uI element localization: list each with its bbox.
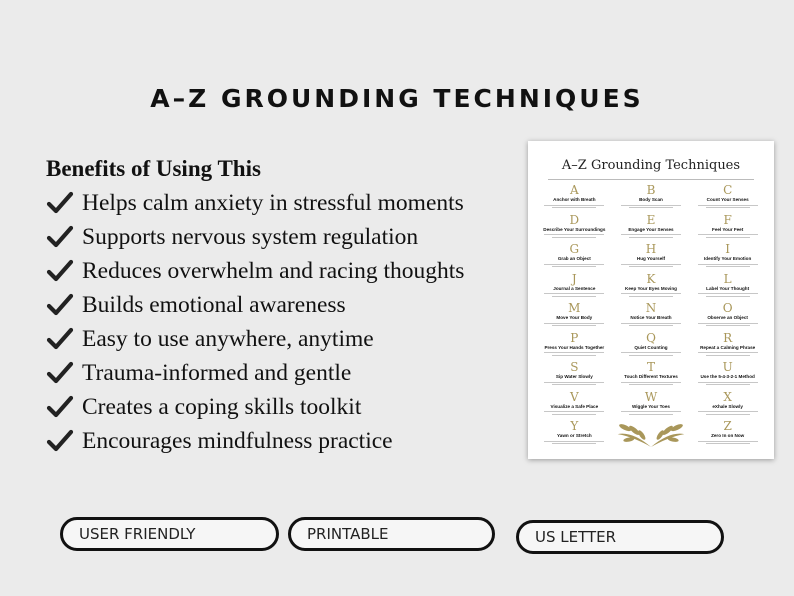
benefit-text: Easy to use anywhere, anytime <box>82 325 374 352</box>
description-line <box>698 441 758 442</box>
description-line <box>621 382 681 383</box>
description-line <box>552 266 596 267</box>
technique-letter: I <box>725 243 731 256</box>
description-line <box>552 237 596 238</box>
benefit-text: Encourages mindfulness practice <box>82 427 393 454</box>
technique-cell <box>613 214 690 244</box>
description-line <box>706 355 750 356</box>
page-title: A–Z GROUNDING TECHNIQUES <box>150 84 644 113</box>
technique-cell <box>689 243 766 273</box>
technique-name: Repeat a Calming Phrase <box>700 344 756 350</box>
technique-letter: C <box>723 184 733 197</box>
check-mark-icon <box>46 259 74 283</box>
description-line <box>698 234 758 235</box>
technique-letter: J <box>571 272 577 286</box>
description-line <box>552 296 596 297</box>
benefit-item <box>46 186 464 220</box>
technique-cell <box>613 361 690 391</box>
description-line <box>698 264 758 265</box>
technique-letter: G <box>569 243 580 256</box>
technique-letter: P <box>570 331 579 345</box>
technique-name: Grab an Object <box>557 256 591 261</box>
technique-cell <box>613 243 690 273</box>
technique-name: Journal a Sentence <box>553 285 596 291</box>
technique-letter: Q <box>646 331 656 345</box>
technique-name: eXhale Slowly <box>712 403 743 409</box>
description-line <box>698 205 758 206</box>
description-line <box>552 443 596 444</box>
check-mark-icon <box>46 225 74 249</box>
technique-letter: X <box>723 390 732 404</box>
benefit-item <box>46 390 464 424</box>
technique-name: Keep Your Eyes Moving <box>625 285 677 291</box>
technique-name: Use the 5-4-3-2-1 Method <box>700 374 755 379</box>
description-line <box>544 205 604 206</box>
technique-cell <box>536 391 613 421</box>
technique-letter: Z <box>723 420 732 433</box>
description-line <box>621 205 681 206</box>
technique-letter: B <box>646 184 656 197</box>
technique-cell <box>536 332 613 362</box>
badge-us-letter: US LETTER <box>516 520 724 554</box>
description-line <box>706 237 750 238</box>
technique-letter: H <box>645 243 657 256</box>
check-mark-icon <box>46 429 74 453</box>
technique-cell <box>689 361 766 391</box>
technique-letter: S <box>570 361 579 374</box>
description-line <box>706 384 750 385</box>
description-line <box>629 414 673 415</box>
benefit-item <box>46 356 464 390</box>
technique-letter: W <box>644 390 658 404</box>
technique-letter: Y <box>570 420 579 433</box>
technique-letter: L <box>723 272 732 286</box>
benefit-item <box>46 424 464 458</box>
technique-cell <box>536 273 613 303</box>
description-line <box>698 352 758 353</box>
description-line <box>629 384 673 385</box>
technique-letter: A <box>569 184 579 197</box>
description-line <box>698 323 758 324</box>
technique-cell <box>613 332 690 362</box>
technique-name: Feel Your Feet <box>712 226 744 232</box>
description-line <box>544 264 604 265</box>
description-line <box>544 293 604 294</box>
poster-title: A–Z Grounding Techniques <box>561 158 741 173</box>
technique-name: Identify Your Emotion <box>704 256 752 261</box>
technique-name: Observe an Object <box>707 315 748 320</box>
technique-grid <box>536 184 766 450</box>
technique-letter: N <box>645 302 657 315</box>
technique-name: Quiet Counting <box>634 344 668 350</box>
description-line <box>552 325 596 326</box>
technique-letter: F <box>723 213 732 227</box>
benefit-item <box>46 254 464 288</box>
technique-name: Visualize a Safe Place <box>550 403 599 409</box>
technique-cell <box>536 243 613 273</box>
technique-name: Body Scan <box>639 197 663 202</box>
description-line <box>544 382 604 383</box>
technique-cell <box>689 273 766 303</box>
technique-cell <box>536 214 613 244</box>
benefit-text: Creates a coping skills toolkit <box>82 393 362 420</box>
description-line <box>621 352 681 353</box>
technique-cell <box>536 420 613 450</box>
benefit-item <box>46 288 464 322</box>
technique-cell <box>536 184 613 214</box>
benefits-list <box>46 156 464 458</box>
benefit-text: Trauma-informed and gentle <box>82 359 352 386</box>
technique-name: Wiggle Your Toes <box>631 403 670 409</box>
check-mark-icon <box>46 327 74 351</box>
technique-name: Count Your Senses <box>706 197 749 202</box>
technique-name: Sip Water Slowly <box>555 374 593 379</box>
description-line <box>706 266 750 267</box>
check-mark-icon <box>46 191 74 215</box>
technique-cell <box>613 273 690 303</box>
technique-name: Move Your Body <box>556 315 593 320</box>
technique-cell <box>613 184 690 214</box>
technique-cell <box>689 420 766 450</box>
technique-letter: T <box>646 361 655 374</box>
description-line <box>544 234 604 235</box>
benefits-heading: Benefits of Using This <box>46 156 261 181</box>
description-line <box>706 207 750 208</box>
description-line <box>698 382 758 383</box>
description-line <box>621 234 681 235</box>
technique-letter: E <box>646 213 656 227</box>
technique-name: Press Your Hands Together <box>544 344 605 350</box>
description-line <box>629 207 673 208</box>
technique-cell <box>536 302 613 332</box>
check-mark-icon <box>46 395 74 419</box>
technique-name: Anchor with Breath <box>553 197 596 202</box>
description-line <box>544 411 604 412</box>
description-line <box>621 411 681 412</box>
laurel-leaves-icon <box>613 420 690 450</box>
technique-cell <box>689 332 766 362</box>
benefit-text: Helps calm anxiety in stressful moments <box>82 189 464 216</box>
technique-name: Notice Your Breath <box>630 315 672 320</box>
technique-letter: V <box>569 390 579 404</box>
technique-letter: R <box>723 331 733 345</box>
technique-name: Describe Your Surroundings <box>543 226 606 232</box>
description-line <box>629 266 673 267</box>
description-line <box>629 237 673 238</box>
benefit-item <box>46 220 464 254</box>
technique-cell <box>613 302 690 332</box>
badge-user-friendly: USER FRIENDLY <box>60 517 279 551</box>
description-line <box>544 323 604 324</box>
technique-name: Touch Different Textures <box>624 374 678 379</box>
description-line <box>552 414 596 415</box>
benefit-item <box>46 322 464 356</box>
poster-preview <box>528 141 774 459</box>
technique-name: Yawn or Stretch <box>556 433 592 438</box>
technique-name: Hug Yourself <box>636 256 666 261</box>
technique-letter: U <box>722 361 733 374</box>
description-line <box>706 443 750 444</box>
technique-letter: M <box>568 302 581 315</box>
description-line <box>698 293 758 294</box>
technique-cell <box>689 184 766 214</box>
technique-cell <box>536 361 613 391</box>
description-line <box>629 355 673 356</box>
description-line <box>621 264 681 265</box>
description-line <box>544 352 604 353</box>
description-line <box>706 296 750 297</box>
technique-name: Label Your Thought <box>706 285 750 291</box>
description-line <box>629 296 673 297</box>
description-line <box>552 355 596 356</box>
description-line <box>552 384 596 385</box>
description-line <box>621 293 681 294</box>
technique-cell <box>689 302 766 332</box>
check-mark-icon <box>46 293 74 317</box>
benefit-text: Builds emotional awareness <box>82 291 346 318</box>
technique-name: Zero In on Now <box>711 433 745 438</box>
technique-letter: D <box>569 213 580 227</box>
technique-cell <box>689 214 766 244</box>
check-mark-icon <box>46 361 74 385</box>
description-line <box>698 411 758 412</box>
technique-name: Engage Your Senses <box>628 226 674 232</box>
benefit-text: Supports nervous system regulation <box>82 223 419 250</box>
description-line <box>629 325 673 326</box>
poster-divider <box>548 179 754 180</box>
description-line <box>621 323 681 324</box>
description-line <box>706 325 750 326</box>
description-line <box>706 414 750 415</box>
badge-printable: PRINTABLE <box>288 517 495 551</box>
technique-cell <box>613 391 690 421</box>
technique-cell <box>689 391 766 421</box>
benefit-text: Reduces overwhelm and racing thoughts <box>82 257 465 284</box>
description-line <box>544 441 604 442</box>
technique-letter: O <box>722 302 733 315</box>
description-line <box>552 207 596 208</box>
technique-letter: K <box>646 272 656 286</box>
